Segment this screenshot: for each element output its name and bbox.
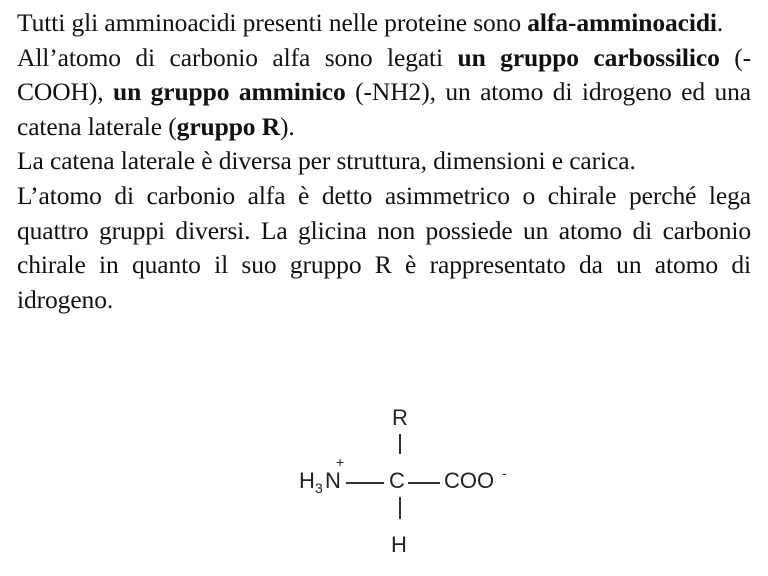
- amino-subscript: 3: [315, 480, 323, 496]
- text-run: All’atomo di carbonio alfa sono legati: [17, 42, 458, 72]
- bold-term-alfa-amminoacidi: alfa-amminoacidi: [527, 8, 717, 37]
- paragraph-carbon-bonds: [17, 41, 751, 145]
- amino-plus-charge: +: [336, 454, 345, 470]
- alpha-carbon-label: C: [389, 468, 405, 493]
- carboxylate-minus-charge: -: [502, 465, 507, 481]
- paragraph-chirality: L’atomo di carbonio alfa è detto asimmetrico o chirale perché lega quattro gruppi diversi. La glicina non possiede un atomo di carbonio chirale in quanto il suo gruppo R è rappresentato da un atomo di idrogeno.: [17, 180, 751, 314]
- text-run: ).: [280, 111, 295, 141]
- paragraph-side-chain: La catena laterale è diversa per struttura, dimensioni e carica.: [17, 146, 636, 176]
- hydrogen-label: H: [391, 532, 407, 557]
- bold-term-r-group: gruppo R: [176, 111, 281, 141]
- body-text: [17, 6, 751, 317]
- bold-term-carboxyl-group: un gruppo carbossilico: [457, 42, 720, 72]
- bond-n-c: [346, 482, 384, 484]
- amino-h-label: H: [299, 468, 315, 493]
- bold-term-amino-group: un gruppo amminico: [112, 77, 346, 107]
- text-run: (-COOH),: [17, 42, 752, 107]
- text-run: .: [716, 8, 724, 37]
- text-run: (-NH2), un atomo di idrogeno ed una catena laterale (: [17, 77, 752, 141]
- amino-acid-structure: [0, 390, 768, 576]
- r-group-label: R: [392, 405, 408, 430]
- bond-c-h: [399, 497, 401, 519]
- paragraph-alpha-amino-acids: [17, 6, 751, 41]
- bond-c-r: [399, 434, 401, 454]
- text-run: Tutti gli amminoacidi presenti nelle proteine sono: [17, 8, 528, 37]
- carboxylate-label: COO: [444, 468, 495, 493]
- amino-n-label: N: [325, 468, 341, 493]
- bond-c-coo: [408, 482, 440, 484]
